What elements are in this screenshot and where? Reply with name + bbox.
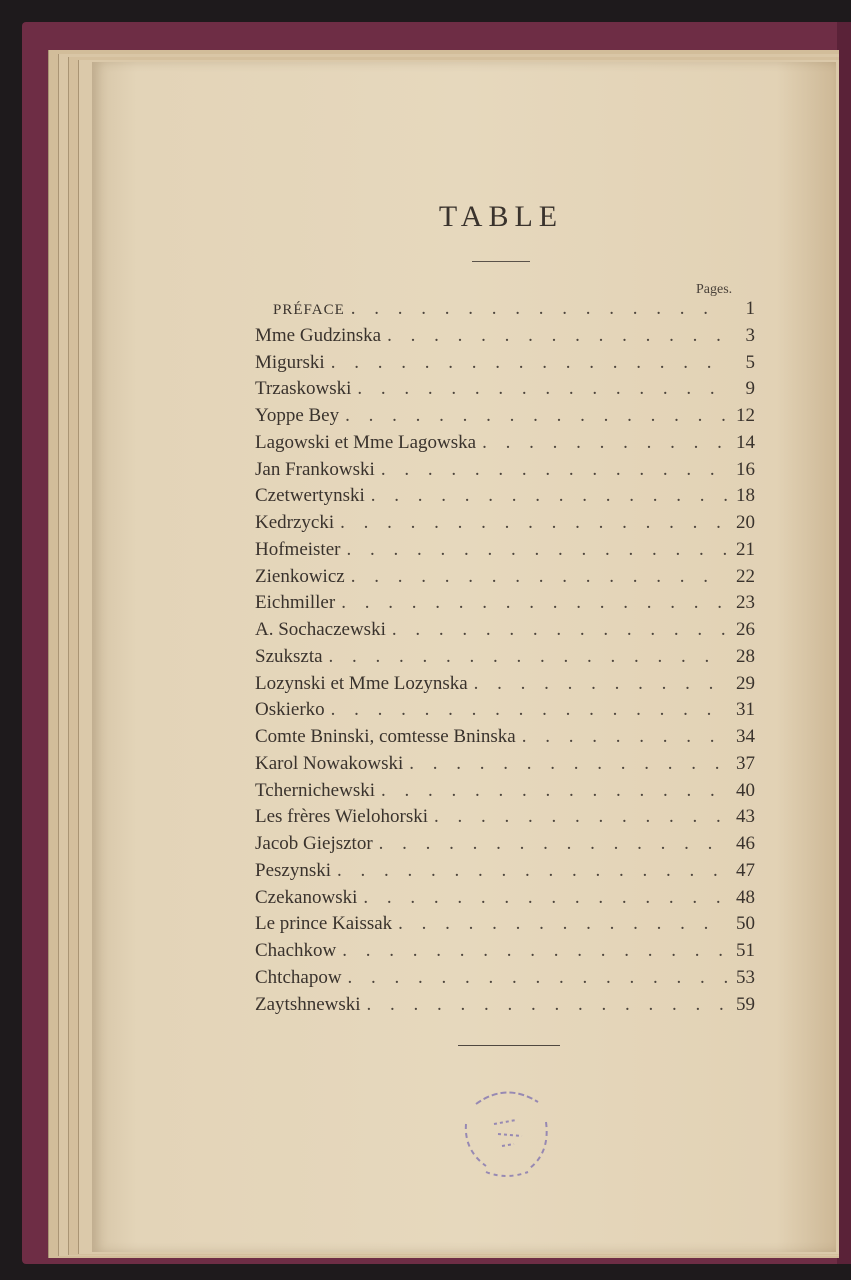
toc-entry <box>255 724 755 751</box>
toc-entry <box>255 938 755 965</box>
toc-entry-name: Trzaskowski <box>255 378 352 400</box>
toc-entry-name: Les frères Wielohorski <box>255 806 428 828</box>
toc-entry <box>255 831 755 858</box>
toc-entry-name: Oskierko <box>255 699 325 721</box>
toc-entry-page: 51 <box>736 940 755 961</box>
toc-entry-page: 9 <box>745 378 755 400</box>
toc-entry-page: 46 <box>736 833 755 854</box>
toc-entry <box>255 537 755 564</box>
toc-entry-name: Eichmiller <box>255 592 336 614</box>
toc-entry <box>255 350 755 377</box>
dot-leader <box>331 350 727 377</box>
toc-entry <box>255 751 755 778</box>
toc-entry-page: 50 <box>736 913 755 935</box>
toc-entry-page: 12 <box>736 405 755 426</box>
toc-entry-name: Migurski <box>255 351 325 373</box>
toc-entry <box>255 564 755 591</box>
table-of-contents <box>255 296 755 1018</box>
toc-entry-page: 26 <box>736 619 755 640</box>
toc-entry-page: 1 <box>745 298 755 319</box>
dot-leader <box>381 778 727 805</box>
title-divider <box>472 261 530 262</box>
toc-entry-page: 16 <box>736 458 755 480</box>
end-divider <box>458 1045 560 1046</box>
dot-leader <box>381 457 727 484</box>
toc-entry <box>255 457 755 484</box>
toc-entry-page: 20 <box>736 512 755 533</box>
toc-entry-page: 31 <box>736 699 755 721</box>
toc-entry <box>255 590 755 617</box>
toc-entry-page: 43 <box>736 806 755 828</box>
toc-entry-page: 29 <box>736 672 755 694</box>
toc-entry-page: 59 <box>736 993 755 1015</box>
toc-entry-page: 47 <box>736 859 755 881</box>
toc-entry-name: Szukszta <box>255 645 323 667</box>
toc-entry-name: A. Sochaczewski <box>255 619 386 640</box>
dot-leader <box>348 965 727 992</box>
dot-leader <box>474 671 727 698</box>
dot-leader <box>351 296 727 323</box>
toc-entry-name: PRÉFACE <box>273 302 345 318</box>
toc-entry-name: Karol Nowakowski <box>255 752 404 774</box>
page-title: TABLE <box>438 200 564 233</box>
toc-entry <box>255 778 755 805</box>
dot-leader <box>329 644 727 671</box>
toc-entry-page: 22 <box>736 565 755 587</box>
toc-entry-name: Mme Gudzinska <box>255 324 382 346</box>
toc-entry-name: Czetwertynski <box>255 485 365 507</box>
dot-leader <box>434 804 727 831</box>
toc-entry-name: Le prince Kaissak <box>255 913 393 935</box>
toc-entry-name: Chtchapow <box>255 966 342 988</box>
toc-entry <box>255 376 755 403</box>
toc-entry <box>255 617 755 644</box>
toc-entry-name: Zienkowicz <box>255 565 345 587</box>
toc-entry <box>255 430 755 457</box>
toc-entry-name: Czekanowski <box>255 886 358 908</box>
toc-entry-page: 37 <box>736 752 755 774</box>
library-stamp-icon <box>446 1074 566 1184</box>
dot-leader <box>357 376 727 403</box>
toc-entry <box>255 697 755 724</box>
dot-leader <box>371 483 727 510</box>
toc-entry-page: 18 <box>736 485 755 507</box>
toc-entry-name: Tchernichewski <box>255 779 376 801</box>
toc-entry-page: 3 <box>745 324 755 346</box>
toc-entry-name: Lagowski et Mme Lagowska <box>255 431 477 453</box>
toc-entry-page: 53 <box>736 966 755 988</box>
toc-entry-page: 21 <box>736 538 755 560</box>
toc-entry <box>255 671 755 698</box>
toc-entry <box>255 296 755 323</box>
dot-leader <box>482 430 727 457</box>
toc-entry-name: Zaytshnewski <box>255 993 361 1015</box>
dot-leader <box>337 858 727 885</box>
dot-leader <box>342 938 727 965</box>
toc-entry-name: Comte Bninski, comtesse Bninska <box>255 726 516 747</box>
toc-entry <box>255 965 755 992</box>
toc-entry <box>255 804 755 831</box>
toc-entry <box>255 911 755 938</box>
toc-entry-page: 5 <box>745 351 755 373</box>
toc-entry-page: 28 <box>736 645 755 667</box>
dot-leader <box>346 537 727 564</box>
dot-leader <box>341 590 727 617</box>
dot-leader <box>392 617 727 644</box>
toc-entry-name: Kedrzycki <box>255 512 335 533</box>
dot-leader <box>367 992 727 1019</box>
dot-leader <box>522 724 727 751</box>
toc-entry-page: 23 <box>736 592 755 614</box>
dot-leader <box>340 510 727 537</box>
toc-entry-name: Peszynski <box>255 859 331 881</box>
toc-entry-name: Chachkow <box>255 940 337 961</box>
dot-leader <box>387 323 727 350</box>
toc-entry-page: 34 <box>736 726 755 747</box>
toc-entry-page: 40 <box>736 779 755 801</box>
dot-leader <box>398 911 727 938</box>
toc-entry <box>255 323 755 350</box>
toc-entry <box>255 885 755 912</box>
toc-entry-name: Yoppe Bey <box>255 405 340 426</box>
toc-entry-page: 14 <box>736 431 755 453</box>
dot-leader <box>331 697 727 724</box>
toc-entry-name: Jacob Giejsztor <box>255 833 373 854</box>
toc-entry-name: Hofmeister <box>255 538 341 560</box>
toc-entry-name: Jan Frankowski <box>255 458 375 480</box>
toc-entry <box>255 403 755 430</box>
toc-entry <box>255 510 755 537</box>
toc-entry <box>255 644 755 671</box>
toc-entry <box>255 992 755 1019</box>
dot-leader <box>363 885 727 912</box>
toc-entry-name: Lozynski et Mme Lozynska <box>255 672 468 694</box>
dot-leader <box>345 403 727 430</box>
toc-entry <box>255 858 755 885</box>
pages-column-label: Pages. <box>696 282 733 297</box>
dot-leader <box>351 564 727 591</box>
toc-entry-page: 48 <box>736 886 755 908</box>
toc-entry <box>255 483 755 510</box>
dot-leader <box>409 751 727 778</box>
dot-leader <box>379 831 727 858</box>
